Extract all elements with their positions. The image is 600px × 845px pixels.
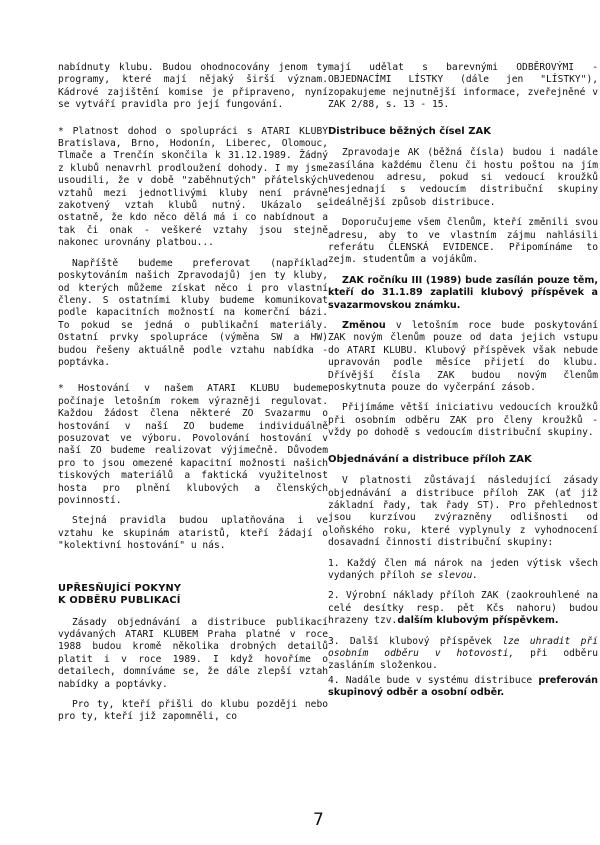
left-paragraph-3: Napříště budeme preferovat (například poskytováním našich Zpravodajů) jen ty kluby, od kterých můžeme získat něco i pro vlastní členy. S ostatními kluby budeme komunikovat podle kapacitních možností na komerční bázi. To pokud se jedná o publikační materiály. Ostatní prvky spolupráce (výměna SW a HW) budou řešeny aktuálně podle vztahu nabídka - poptávka.	[58, 257, 328, 368]
right-column	[328, 62, 598, 708]
right-paragraph-2: Zpravodaje AK (běžná čísla) budou i nadále zasílána každému členu či hostu poštou na jím uvedenou adresu, pokud si vedoucí kroužků nesjednají s vedoucím distribuční skupiny ideálnější způsob distribuce.	[328, 147, 598, 208]
right-paragraph-1: mají udělat s barevnými ODBĚROVÝMI - OBJEDNACÍMI LÍSTKY (dále jen "LÍSTKY"), zopakujeme nejnutnější informace, zveřejněné v ZAK 2/88, s. 13 - 15.	[328, 62, 598, 111]
right-paragraph-3: Doporučujeme všem členům, kteří změnili svou adresu, aby to ve vlastním zájmu nahlásili referátu ČLENSKÁ EVIDENCE. Připomínáme to zejm. studentům a vojákům.	[328, 217, 598, 266]
left-paragraph-5: Stejná pravidla budou uplatňována i ve vztahu ke skupinám ataristů, kteří žádají o "kolektivní hostování" u nás.	[58, 515, 328, 552]
left-heading-line-1: UPŘESŇUJÍCÍ POKYNY	[58, 582, 182, 594]
list-item-1-italic: se slevou.	[420, 570, 479, 581]
list-item-1	[328, 558, 598, 583]
list-item-3-end: při odběru zasláním složenkou.	[328, 648, 598, 672]
list-item-2-text: 2. Výrobní náklady příloh ZAK (zaokrouhlené na celé desítky resp. pět Kčs nahoru) budou hrazeny tzv.	[328, 590, 598, 627]
left-paragraph-7: Pro ty, kteří přišli do klubu později nebo pro ty, kteří již zapomněli, co	[58, 699, 328, 723]
left-paragraph-1: nabídnuty klubu. Budou ohodnocovány jenom ty programy, které mají nějaký širší význam. Kádrové zajištění komise je připraveno, nyní se vytváří pravidla pro její fungování.	[58, 62, 328, 111]
right-paragraph-5-text: v letošním roce bude poskytování ZAK novým členům pouze od data jejich vstupu do ATARI KLUBU. Klubový příspěvek však nebude upravován podle měsíce přijetí do klubu. Dřívější čísla ZAK budou novým členům poskytnuta pouze do vyčerpání zásob.	[328, 320, 598, 394]
left-paragraph-6: Zásady objednávání a distribuce publikací vydávaných ATARI KLUBEM Praha platné v roce 1988 budou kromě několika drobných detailů platit i v roce 1989. I když hovoříme o detailech, domníváme se, že dále zlepší vztah nabídky a poptávky.	[58, 616, 328, 690]
page-number: 7	[313, 810, 324, 830]
list-item-1-text: 1. Každý člen má nárok na jeden výtisk všech vydaných příloh	[328, 557, 598, 581]
left-heading-line-2: K ODBĚRU PUBLIKACÍ	[58, 595, 181, 607]
list-item-3-italic: lze uhradit při osobním odběru v hotovosti,	[328, 635, 599, 660]
list-item-3	[328, 636, 598, 673]
right-paragraph-6: Přijímáme větší iniciativu vedoucích kroužků při osobním odběru ZAK pro členy kroužků - vždy po dohodě s vedoucím distribuční skupiny.	[328, 402, 598, 439]
right-paragraph-7: V platnosti zůstávají následující zásady objednávání a distribuce příloh ZAK (ať již základní řady, tak řady ST). Pro přehlednost jsou kurzívou zvýrazněny odlišnosti od loňského roku, které vyplynuly z vyhodnocení dosavadní činnosti distribuční skupiny:	[328, 475, 598, 549]
right-paragraph-5-bold: Změnou	[342, 320, 386, 331]
left-heading	[58, 583, 328, 608]
list-item-2	[328, 590, 598, 627]
list-item-4-text: 4. Nadále bude v systému distribuce	[328, 674, 539, 686]
right-heading-1: Distribuce běžných čísel ZAK	[328, 125, 491, 137]
right-paragraph-4: ZAK ročníku III (1989) bude zasílán pouze těm, kteří do 31.1.89 zaplatili klubový příspěvek a svazarmovskou známku.	[328, 274, 598, 311]
right-paragraph-5	[328, 320, 598, 394]
list-item-4-bold: preferován skupinový odběr a osobní odběr.	[328, 674, 598, 699]
left-paragraph-4: * Hostování v našem ATARI KLUBU budeme počínaje letošním rokem výrazněji regulovat. Každou žádost člena některé ZO Svazarmu o hostování v naší ZO budeme individuálně posuzovat ve výboru. Povolování hostování v naší ZO budeme realizovat výjimečně. Důvodem pro to jsou omezené kapacitní možnosti našich tiskových materiálů a faktická využitelnost hosta pro plnění klubových a členských povinností.	[58, 383, 328, 506]
left-column	[58, 62, 328, 732]
list-item-4	[328, 675, 598, 700]
list-item-2-bold: dalším klubovým příspěvkem.	[397, 615, 559, 627]
list-item-3-text: 3. Další klubový příspěvek	[328, 635, 503, 647]
left-paragraph-2: * Platnost dohod o spolupráci s ATARI KLUBY Bratislava, Brno, Hodonín, Liberec, Olomouc, Tlmače a Trenčín skončila k 31.12.1989. Žádný z klubů nenavrhl prodloužení dohody. I my jsme usoudili, že v době "zaběhnutých" přátelských vztahů mezi jednotlivými kluby není právně zakotvený vztah klubů nutný. Ukázalo se ostatně, že kdo něco dělá má i co nabídnout a tak či onak - veškeré vztahy jsou stejně nakonec urovnány platbou...	[58, 125, 328, 249]
right-heading-2: Objednávání a distribuce příloh ZAK	[328, 453, 532, 465]
